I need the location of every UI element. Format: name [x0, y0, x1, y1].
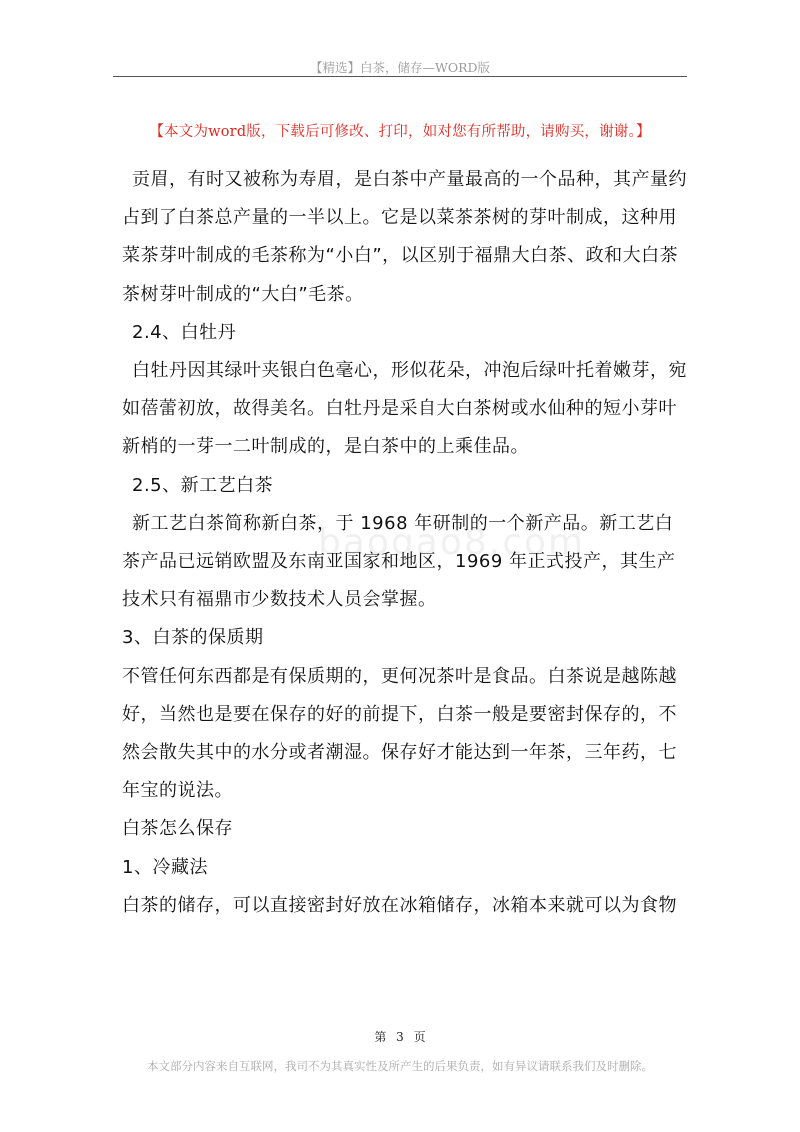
page-number-prefix: 第	[374, 1030, 387, 1044]
paragraph-shelf-life: 不管任何东西都是有保质期的，更何况茶叶是食品。白茶说是越陈越好，当然也是要在保存的好的前提下，白茶一般是要密封保存的，不然会散失其中的水分或者潮湿。保存好才能达到一年茶，三年药，七年宝的说法。	[122, 665, 677, 802]
document-body	[122, 161, 688, 925]
page-number-suffix: 页	[413, 1030, 426, 1044]
paragraph-baimudan: 白牡丹因其绿叶夹银白色毫心，形似花朵，冲泡后绿叶托着嫩芽，宛如蓓蕾初放，故得美名。白牡丹是采自大白茶树或水仙种的短小芽叶新梢的一芽一二叶制成的，是白茶中的上乘佳品。	[122, 360, 687, 458]
heading-shelf-life: 3、白茶的保质期	[122, 627, 264, 649]
paragraph-refrigeration: 白茶的储存，可以直接密封好放在冰箱储存，冰箱本来就可以为食物	[122, 894, 677, 916]
watermark: baogao8.com	[318, 522, 586, 563]
heading-new-process-white-tea: 2.5、新工艺白茶	[132, 474, 274, 496]
heading-how-to-store: 白茶怎么保存	[122, 818, 233, 840]
paragraph-new-process-white-tea: 新工艺白茶简称新白茶，于 1968 年研制的一个新产品。新工艺白茶产品已远销欧盟及东南亚国家和地区，1969 年正式投产，其生产技术只有福鼎市少数技术人员会掌握。	[122, 512, 676, 611]
footer-disclaimer: 本文部分内容来自互联网，我司不为其真实性及所产生的后果负责，如有异议请联系我们及时删除。	[147, 1059, 653, 1073]
page-number-value: 3	[396, 1030, 404, 1044]
paragraph-gongmei: 贡眉，有时又被称为寿眉，是白茶中产量最高的一个品种，其产量约占到了白茶总产量的一半以上。它是以菜茶茶树的芽叶制成，这种用菜茶芽叶制成的毛茶称为“小白”，以区别于福鼎大白茶、政和大白茶茶树芽叶制成的“大白”毛茶。	[122, 169, 687, 305]
heading-baimudan: 2.4、白牡丹	[132, 321, 237, 343]
page-number	[0, 1028, 800, 1045]
heading-refrigeration: 1、冷藏法	[122, 856, 208, 878]
header-divider	[113, 76, 687, 77]
download-notice: 【本文为word版，下载后可修改、打印，如对您有所帮助，请购买，谢谢。】	[149, 124, 651, 140]
page-header-title: 【精选】白茶，储存—WORD版	[309, 60, 491, 75]
